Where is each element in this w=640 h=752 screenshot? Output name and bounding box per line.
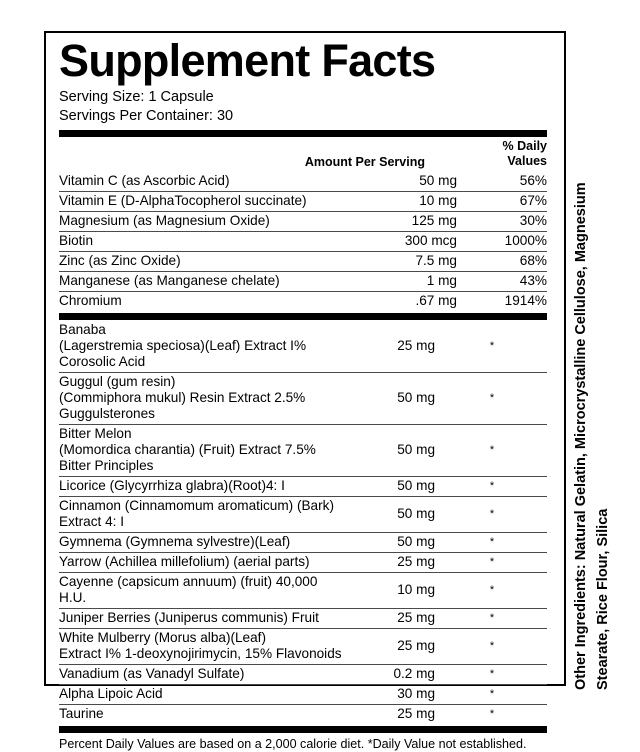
table-row	[59, 320, 547, 373]
ingredient-name: Magnesium (as Magnesium Oxide)	[59, 211, 365, 231]
ingredient-amount: 50 mg	[343, 532, 459, 552]
ingredient-name-line2: (Commiphora mukul) Resin Extract 2.5% Guggulsterones	[59, 389, 306, 421]
ingredient-amount: 1 mg	[365, 271, 481, 291]
servings-per-container: Servings Per Container: 30	[59, 107, 234, 124]
ingredient-name-line2: (Lagerstremia speciosa)(Leaf) Extract I% Corosolic Acid	[59, 337, 307, 369]
ingredient-amount: 50 mg	[343, 496, 459, 532]
ingredient-name: Cayenne (capsicum annuum) (fruit) 40,000 H.U.	[59, 572, 343, 608]
ingredient-daily-value: *	[459, 664, 547, 684]
table-row	[59, 572, 547, 608]
ingredient-amount: 300 mcg	[365, 231, 481, 251]
ingredient-daily-value: 43%	[481, 271, 547, 291]
ingredient-daily-value: 30%	[481, 211, 547, 231]
ingredient-name: White Mulberry (Morus alba)(Leaf) Extract I% 1-deoxynojirimycin, 15% Flavonoids	[59, 628, 343, 664]
table-row	[59, 628, 547, 664]
ingredient-amount: 50 mg	[419, 172, 457, 188]
other-ingredients-line2: Stearate, Rice Flour, Silica	[595, 508, 611, 690]
ingredient-amount: 125 mg	[365, 211, 481, 231]
rule-below-serving-info	[59, 130, 547, 137]
other-ingredients-text	[570, 110, 616, 690]
ingredient-name: Vitamin E (D-AlphaTocopherol succinate)	[59, 191, 365, 211]
table-row	[59, 251, 547, 271]
rule-between-sections	[59, 313, 547, 320]
ingredient-daily-value: *	[459, 532, 547, 552]
ingredient-daily-value: *	[459, 704, 547, 724]
supplement-facts-panel	[44, 31, 566, 751]
daily-value-header-line1: % Daily	[502, 138, 547, 153]
table-row	[59, 424, 547, 476]
table-row	[59, 211, 547, 231]
ingredient-daily-value: *	[459, 424, 547, 476]
serving-size: Serving Size: 1 Capsule	[59, 88, 214, 105]
ingredient-amount: 7.5 mg	[365, 251, 481, 271]
ingredient-daily-value: *	[459, 608, 547, 628]
ingredient-daily-value: 68%	[481, 251, 547, 271]
ingredient-name: Banaba (Lagerstremia speciosa)(Leaf) Extract I% Corosolic Acid	[59, 320, 343, 373]
ingredient-daily-value: *	[459, 684, 547, 704]
ingredient-name: Alpha Lipoic Acid	[59, 684, 343, 704]
page-title: Supplement Facts	[59, 35, 436, 86]
ingredient-name-line2: (Momordica charantia) (Fruit) Extract 7.5% Bitter Principles	[59, 441, 316, 473]
ingredient-name: Manganese (as Manganese chelate)	[59, 271, 365, 291]
table-row	[59, 171, 547, 192]
other-ingredients-line1: Other Ingredients: Natural Gelatin, Microcrystalline Cellulose, Magnesium	[573, 182, 589, 690]
botanicals-table	[59, 320, 547, 724]
daily-value-header-line2: Values	[507, 153, 547, 168]
ingredient-amount: 25 mg	[343, 552, 459, 572]
ingredient-amount: .67 mg	[365, 291, 481, 311]
ingredient-name: Gymnema (Gymnema sylvestre)(Leaf)	[59, 532, 343, 552]
ingredient-name: Guggul (gum resin) (Commiphora mukul) Resin Extract 2.5% Guggulsterones	[59, 372, 343, 424]
ingredient-amount: 0.2 mg	[343, 664, 459, 684]
ingredient-name: Biotin	[59, 231, 365, 251]
ingredient-name: Vitamin C (as Ascorbic Acid)	[59, 172, 230, 188]
ingredient-amount: 25 mg	[343, 608, 459, 628]
ingredient-daily-value: *	[459, 496, 547, 532]
table-row	[59, 532, 547, 552]
ingredient-name: Juniper Berries (Juniperus communis) Fruit	[59, 608, 343, 628]
ingredient-name: Vanadium (as Vanadyl Sulfate)	[59, 664, 343, 684]
table-row	[59, 552, 547, 572]
ingredient-amount: 50 mg	[343, 476, 459, 496]
ingredient-daily-value: *	[489, 339, 495, 352]
table-row	[59, 231, 547, 251]
ingredient-daily-value: 67%	[481, 191, 547, 211]
daily-value-header	[503, 139, 547, 169]
vitamins-table	[59, 171, 547, 311]
table-row	[59, 704, 547, 724]
ingredient-name: Taurine	[59, 704, 343, 724]
ingredient-daily-value: *	[459, 552, 547, 572]
panel-content	[59, 37, 548, 752]
table-row	[59, 608, 547, 628]
amount-per-serving-header: Amount Per Serving	[304, 154, 425, 169]
ingredient-amount: 25 mg	[343, 628, 459, 664]
table-row	[59, 496, 547, 532]
ingredient-name: Cinnamon (Cinnamomum aromaticum) (Bark) Extract 4: I	[59, 496, 343, 532]
ingredient-daily-value: 1000%	[481, 231, 547, 251]
table-row	[59, 684, 547, 704]
ingredient-daily-value: *	[459, 476, 547, 496]
ingredient-name-line2: Extract I% 1-deoxynojirimycin, 15% Flavonoids	[59, 645, 342, 661]
ingredient-name: Bitter Melon (Momordica charantia) (Fruit) Extract 7.5% Bitter Principles	[59, 424, 343, 476]
other-ingredients	[570, 110, 616, 690]
ingredient-name: Zinc (as Zinc Oxide)	[59, 251, 365, 271]
table-row	[59, 664, 547, 684]
ingredient-daily-value: 1914%	[481, 291, 547, 311]
ingredient-name: Yarrow (Achillea millefolium) (aerial parts)	[59, 552, 343, 572]
ingredient-amount: 10 mg	[365, 191, 481, 211]
ingredient-daily-value: *	[459, 372, 547, 424]
ingredient-amount: 10 mg	[343, 572, 459, 608]
table-row	[59, 271, 547, 291]
ingredient-amount: 25 mg	[397, 337, 435, 353]
ingredient-amount: 50 mg	[343, 424, 459, 476]
ingredient-amount: 50 mg	[343, 372, 459, 424]
rule-above-footnote	[59, 726, 547, 733]
table-row	[59, 372, 547, 424]
ingredient-name: Chromium	[59, 291, 365, 311]
table-row	[59, 476, 547, 496]
ingredient-amount: 30 mg	[343, 684, 459, 704]
table-row	[59, 291, 547, 311]
ingredient-daily-value: 56%	[519, 172, 547, 188]
footnote: Percent Daily Values are based on a 2,000 calorie diet. *Daily Value not established.	[59, 735, 527, 751]
column-headers	[59, 137, 547, 171]
ingredient-name: Licorice (Glycyrrhiza glabra)(Root)4: I	[59, 476, 343, 496]
table-row	[59, 191, 547, 211]
ingredient-daily-value: *	[459, 628, 547, 664]
ingredient-daily-value: *	[459, 572, 547, 608]
ingredient-amount: 25 mg	[343, 704, 459, 724]
